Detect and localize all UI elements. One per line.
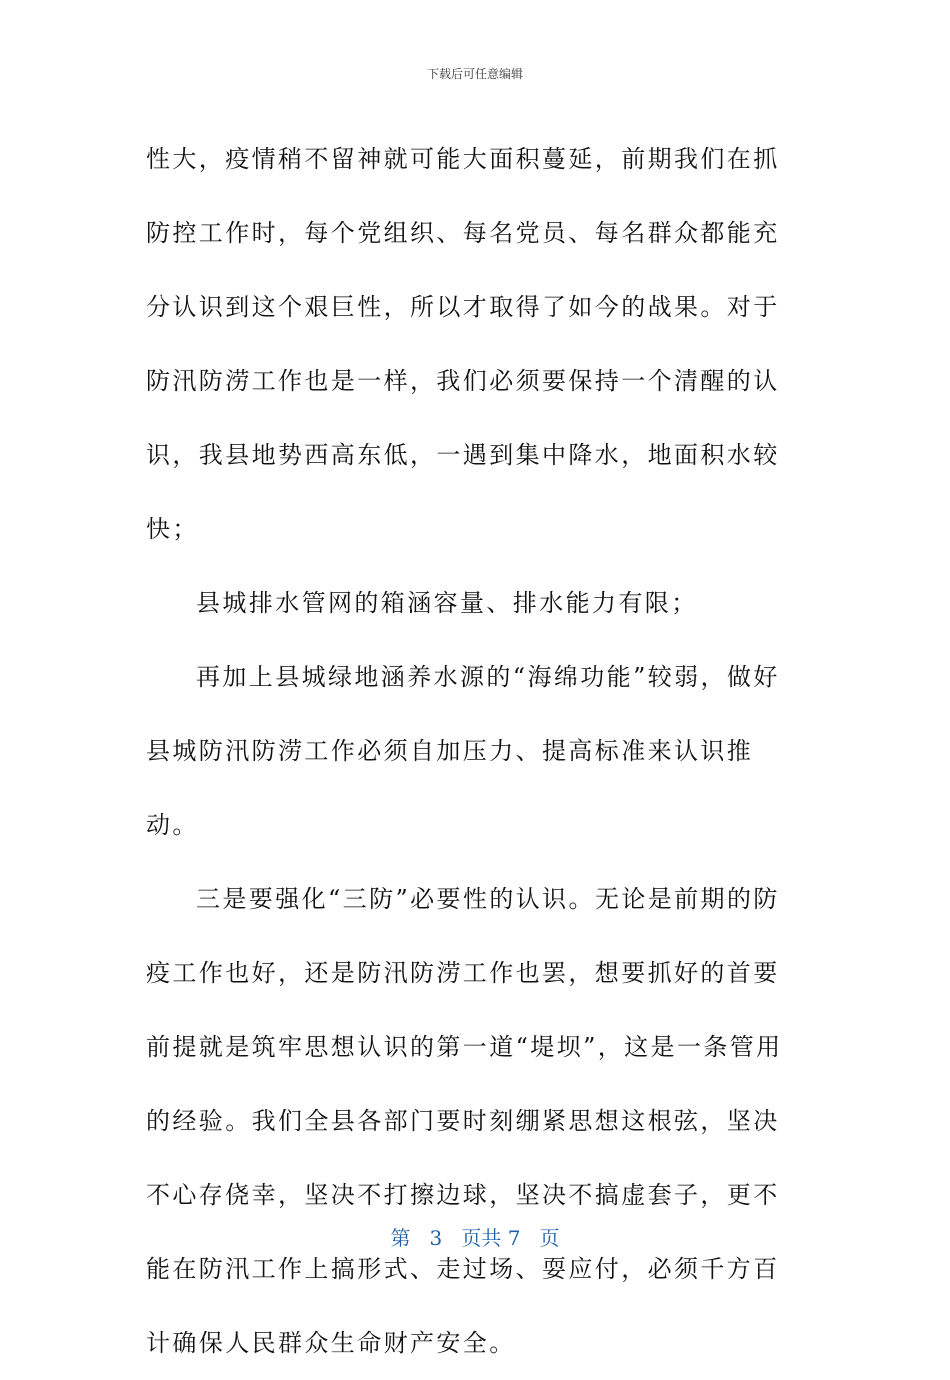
footer-suffix: 页: [539, 1226, 560, 1250]
footer-middle: 页共: [461, 1226, 502, 1250]
paragraph-3: 再加上县城绿地涵养水源的“海绵功能”较弱，做好县城防汛防涝工作必须自加压力、提高标准来认识推动。: [146, 663, 780, 839]
paragraph-1: 性大，疫情稍不留神就可能大面积蔓延，前期我们在抓防控工作时，每个党组织、每名党员、每名群众都能充分认识到这个艰巨性，所以才取得了如今的战果。对于防汛防涝工作也是一样，我们必须要保持一个清醒的认识，我县地势西高东低，一遇到集中降水，地面积水较快；: [146, 145, 780, 543]
paragraph-4: 三是要强化“三防”必要性的认识。无论是前期的防疫工作也好，还是防汛防涝工作也罢，想要抓好的首要前提就是筑牢思想认识的第一道“堤坝”，这是一条管用的经验。我们全县各部门要时刻绷紧思想这根弦，坚决不心存侥幸，坚决不打擦边球，坚决不搞虚套子，更不能在防汛工作上搞形式、走过场、耍应付，必须千方百计确保人民群众生命财产安全。: [146, 885, 783, 1357]
footer-prefix: 第: [390, 1226, 411, 1250]
footer-total-pages: 7: [507, 1226, 521, 1250]
paragraph-2: 县城排水管网的箱涵容量、排水能力有限；: [196, 589, 698, 617]
page-footer: [0, 1225, 950, 1251]
page-header-note: 下载后可任意编辑: [426, 67, 523, 81]
footer-current-page: 3: [429, 1226, 443, 1250]
document-body: [146, 122, 794, 1380]
